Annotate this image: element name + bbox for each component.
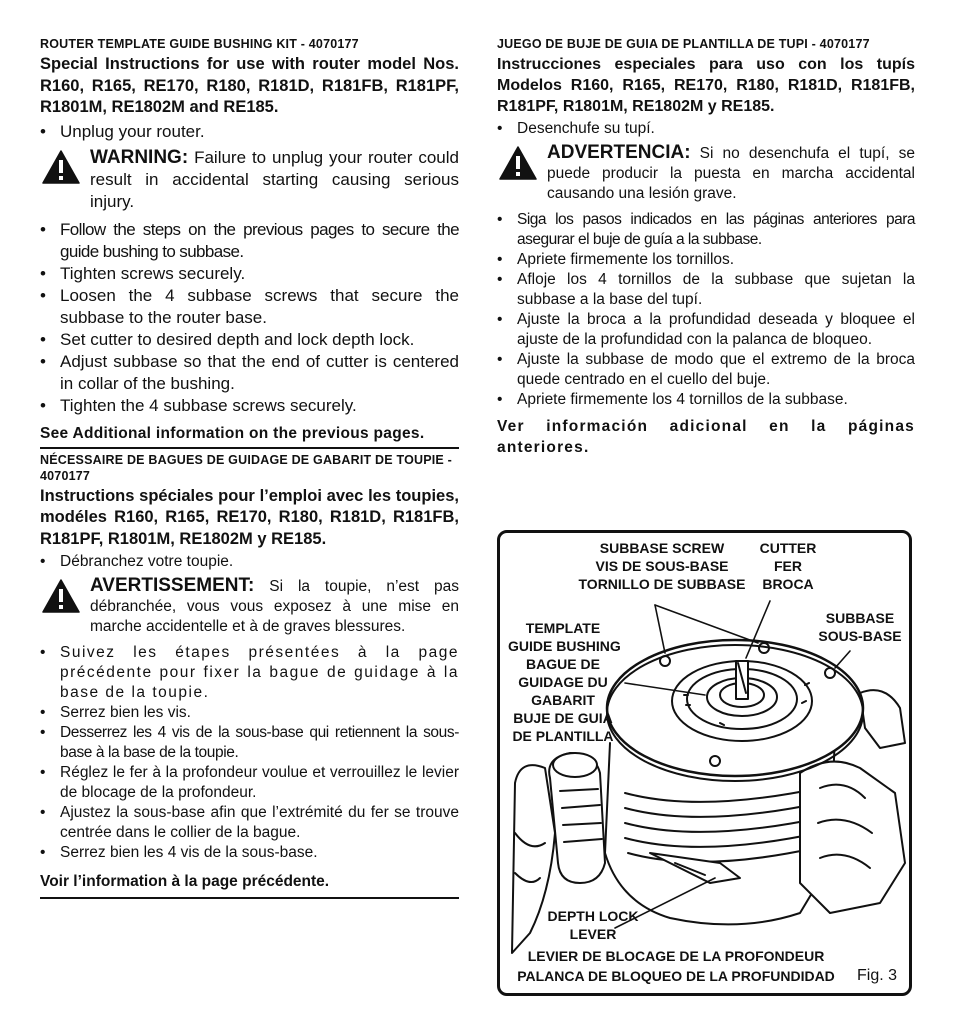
- list-item: • Serrez bien les vis.: [40, 703, 459, 723]
- special-instructions-spanish: Instrucciones especiales para uso con los tupís Modelos R160, R165, RE170, R180, R181D, R181FB, R181PF, R1801M, RE1802M y RE185.: [497, 56, 915, 115]
- list-item: • Suivez les étapes présentées à la page précédente pour fixer la bague de guidage à la base de la toupie.: [40, 643, 459, 703]
- warning-spanish: [497, 143, 915, 204]
- label-cutter: [748, 539, 828, 593]
- label-line: BROCA: [762, 576, 814, 592]
- unplug-list-english: [40, 121, 459, 143]
- figure-router-illustration: [497, 530, 912, 996]
- kit-title-spanish: JUEGO DE BUJE DE GUIA DE PLANTILLA DE TUPI - 4070177: [497, 37, 870, 51]
- left-column: [40, 36, 459, 902]
- list-item: • Set cutter to desired depth and lock depth lock.: [40, 329, 459, 351]
- special-instructions-english: Special Instructions for use with router model Nos. R160, R165, RE170, R180, R181D, R181FB, R181PF, R1801M, RE1802M and RE185.: [40, 55, 459, 116]
- see-info-french: Voir l’information à la page précédente.: [40, 873, 330, 890]
- list-item: • Afloje los 4 tornillos de la subbase que sujetan la subbase a la base del tupí.: [497, 270, 915, 310]
- label-depth-lock-lever: [538, 907, 648, 943]
- label-line: DE PLANTILLA: [512, 728, 614, 744]
- list-item: • Siga los pasos indicados en las páginas anteriores para asegurar el buje de guía a la subbase.: [497, 210, 915, 250]
- label-line: BUJE DE GUIA: [513, 710, 613, 726]
- steps-list-english: [40, 219, 459, 417]
- warning-text: Si la toupie, n’est pas débranchée, vous vous exposez à une mise en marche accidentelle et à de graves blessures.: [90, 578, 460, 635]
- label-line: LEVER: [569, 926, 617, 942]
- label-depth-lock-es: [508, 967, 844, 985]
- warning-text: Si no desenchufa el tupí, se puede producir la puesta en marcha accidental causando una lesión grave.: [547, 145, 915, 202]
- list-item: • Unplug your router.: [40, 121, 459, 143]
- warning-triangle-icon: [42, 579, 80, 613]
- list-item: • Serrez bien les 4 vis de la sous-base.: [40, 843, 459, 863]
- divider: [40, 897, 459, 899]
- warning-text: Failure to unplug your router could result in accidental starting causing serious injury.: [90, 147, 459, 211]
- label-line: FER: [774, 558, 802, 574]
- english-section: [40, 36, 459, 444]
- list-item: • Ajustez la sous-base afin que l’extrémité du fer se trouve centrée dans le collier de la bague.: [40, 803, 459, 843]
- list-item: • Desserrez les 4 vis de la sous-base qui retiennent la sous-base à la base de la toupie.: [40, 723, 459, 763]
- label-line: SOUS-BASE: [818, 628, 902, 644]
- warning-triangle-icon: [499, 146, 537, 180]
- kit-title-french: NÉCESSAIRE DE BAGUES DE GUIDAGE DE GABARIT DE TOUPIE - 4070177: [40, 452, 453, 483]
- right-column: [497, 36, 915, 458]
- label-subbase: [810, 609, 910, 645]
- label-line: TEMPLATE: [525, 620, 601, 636]
- warning-label: ADVERTENCIA:: [547, 142, 691, 163]
- label-template-guide-bushing: [508, 619, 621, 745]
- list-item: • Apriete firmemente los tornillos.: [497, 250, 915, 270]
- french-section: [40, 452, 459, 900]
- unplug-list-french: [40, 552, 459, 572]
- list-item: • Follow the steps on the previous pages to secure the guide bushing to subbase.: [40, 219, 459, 263]
- list-item: • Ajuste la broca a la profundidad deseada y bloquee el ajuste de la profundidad con la palanca de bloqueo.: [497, 310, 915, 350]
- warning-english: [40, 147, 459, 213]
- label-line: SUBBASE: [825, 610, 895, 626]
- label-line: DEPTH LOCK: [547, 908, 639, 924]
- label-depth-lock-fr: [508, 947, 844, 965]
- label-line: GUIDE BUSHING: [508, 638, 621, 654]
- list-item: • Réglez le fer à la profondeur voulue et verrouillez le levier de blocage de la profondeur.: [40, 763, 459, 803]
- label-subbase-screw: [552, 539, 772, 593]
- label-line: LEVIER DE BLOCAGE DE LA PROFONDEUR: [527, 948, 825, 964]
- figure-number: Fig. 3: [856, 967, 897, 984]
- steps-list-french: [40, 643, 459, 863]
- kit-title-english: ROUTER TEMPLATE GUIDE BUSHING KIT - 4070177: [40, 37, 359, 51]
- list-item: • Apriete firmemente los 4 tornillos de la subbase.: [497, 390, 915, 410]
- list-item: • Adjust subbase so that the end of cutter is centered in collar of the bushing.: [40, 351, 459, 395]
- divider: [40, 447, 459, 449]
- warning-triangle-icon: [42, 150, 80, 184]
- label-line: VIS DE SOUS-BASE: [595, 558, 729, 574]
- unplug-list-spanish: [497, 119, 915, 139]
- label-line: CUTTER: [759, 540, 817, 556]
- warning-french: [40, 576, 459, 637]
- label-line: GABARIT: [531, 692, 595, 708]
- label-line: GUIDAGE DU: [518, 674, 608, 690]
- special-instructions-french: Instructions spéciales pour l’emploi avec les toupies, modéles R160, R165, RE170, R180, R181D, R181FB, R181PF, R1801M, RE1802M y RE185.: [40, 486, 459, 548]
- list-item: • Débranchez votre toupie.: [40, 552, 459, 572]
- see-info-spanish: Ver información adicional en la páginas anteriores.: [497, 418, 915, 456]
- label-line: PALANCA DE BLOQUEO DE LA PROFUNDIDAD: [517, 968, 835, 984]
- list-item: • Ajuste la subbase de modo que el extremo de la broca quede centrado en el cuello del buje.: [497, 350, 915, 390]
- label-line: TORNILLO DE SUBBASE: [578, 576, 746, 592]
- list-item: • Loosen the 4 subbase screws that secure the subbase to the router base.: [40, 285, 459, 329]
- spanish-section: [497, 36, 915, 458]
- warning-label: AVERTISSEMENT:: [90, 575, 255, 596]
- label-line: SUBBASE SCREW: [599, 540, 725, 556]
- see-info-english: See Additional information on the previous pages.: [40, 424, 425, 442]
- list-item: • Tighten the 4 subbase screws securely.: [40, 395, 459, 417]
- warning-label: WARNING:: [90, 146, 189, 168]
- steps-list-spanish: [497, 210, 915, 410]
- label-line: BAGUE DE: [526, 656, 600, 672]
- list-item: • Desenchufe su tupí.: [497, 119, 915, 139]
- list-item: • Tighten screws securely.: [40, 263, 459, 285]
